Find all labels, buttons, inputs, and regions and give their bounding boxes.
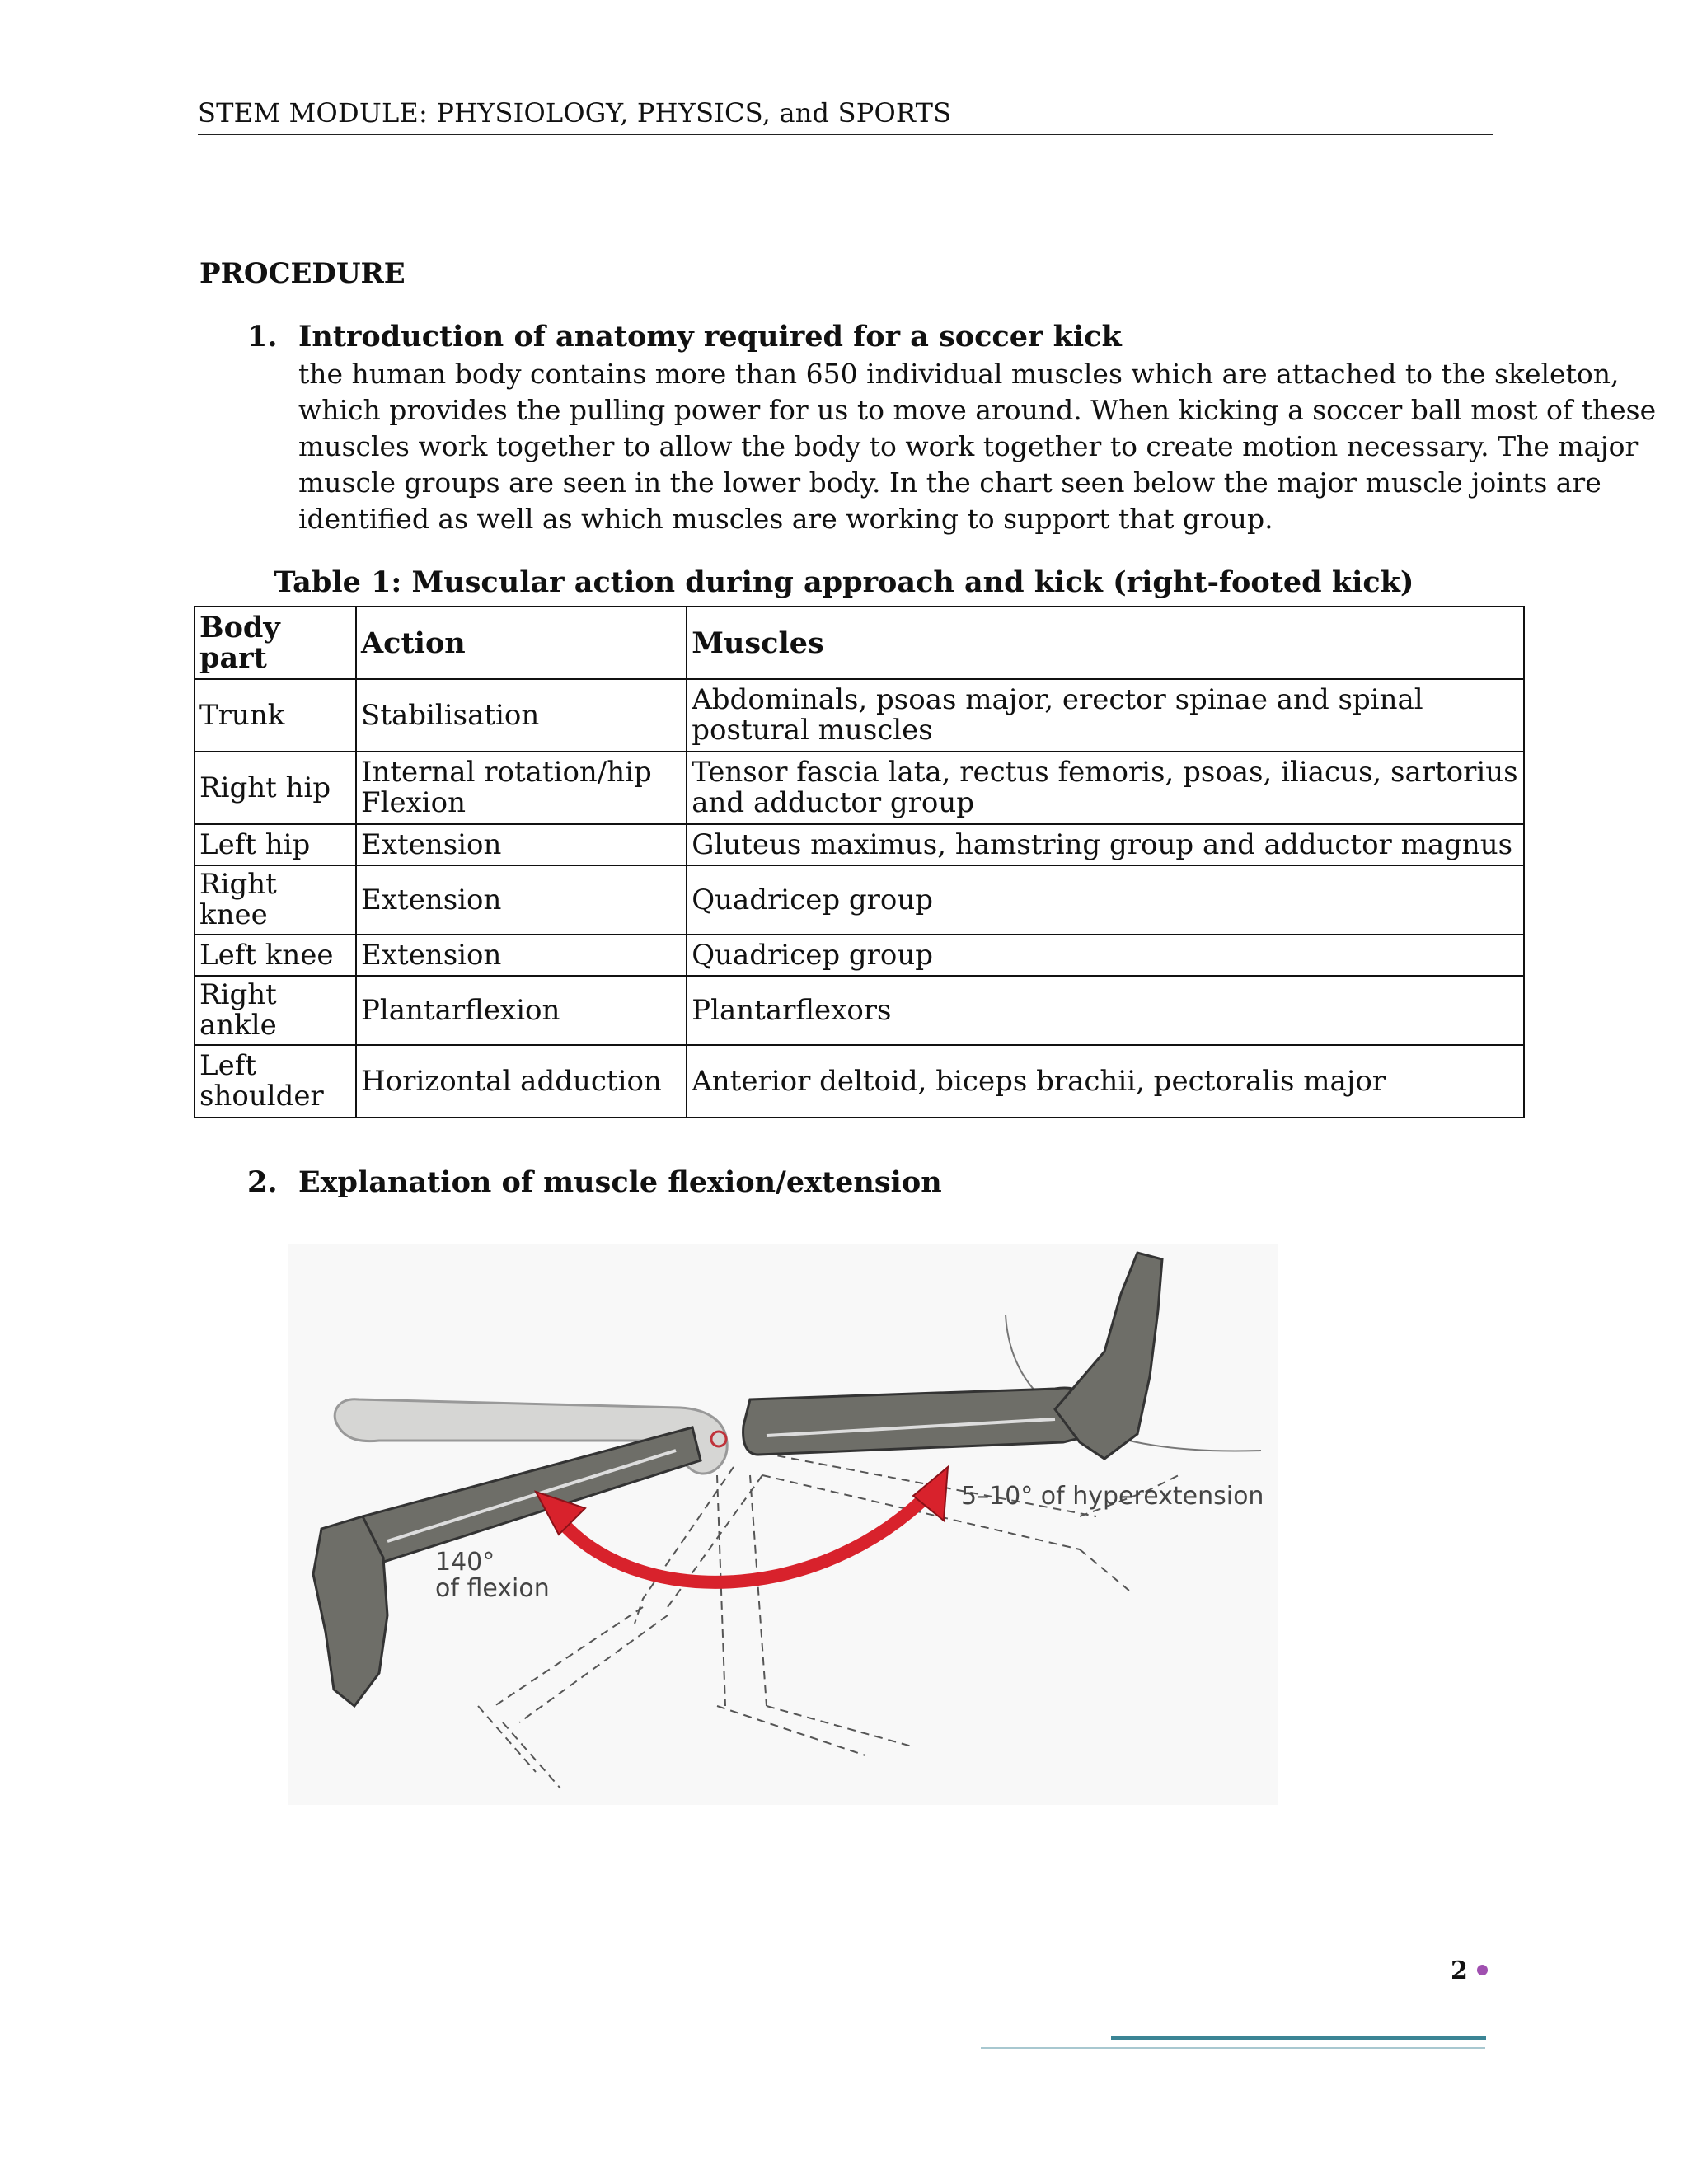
cell-body-part: Right knee — [195, 865, 356, 935]
cell-muscles: Abdominals, psoas major, erector spinae and spinal postural muscles — [687, 679, 1524, 752]
cell-body-part: Trunk — [195, 679, 356, 752]
flexed-foot — [313, 1516, 387, 1706]
procedure-title: PROCEDURE — [199, 257, 406, 290]
item1-heading-text: Introduction of anatomy required for a soccer kick — [298, 320, 1122, 354]
page-number: 2 — [1451, 1957, 1468, 1985]
paragraph-line: muscle groups are seen in the lower body. In the chart seen below the major muscle joints are — [298, 466, 1601, 499]
item1-number: 1. — [247, 320, 278, 354]
item2-number: 2. — [247, 1165, 278, 1199]
item1-heading — [247, 320, 1122, 354]
hyperextension-label: 5–10° of hyperextension — [961, 1482, 1264, 1511]
table-row — [195, 752, 1524, 824]
table-row — [195, 1045, 1524, 1118]
cell-muscles: Quadricep group — [687, 865, 1524, 935]
paragraph-line: identified as well as which muscles are working to support that group. — [298, 503, 1273, 535]
cell-body-part: Left knee — [195, 935, 356, 976]
knee-flexion-extension-figure — [288, 1244, 1278, 1805]
flexion-degrees: 140° — [435, 1548, 495, 1577]
cell-muscles: Gluteus maximus, hamstring group and adductor magnus — [687, 824, 1524, 865]
table-row — [195, 865, 1524, 935]
table-caption: Table 1: Muscular action during approach and kick (right-footed kick) — [274, 565, 1414, 599]
table-row — [195, 976, 1524, 1045]
flexed-fibula-gap — [387, 1451, 676, 1541]
table-row — [195, 824, 1524, 865]
item2-heading — [247, 1165, 942, 1199]
cell-body-part: Left hip — [195, 824, 356, 865]
cell-body-part: Right hip — [195, 752, 356, 824]
cell-action: Extension — [356, 865, 687, 935]
page-dot-icon — [1477, 1965, 1488, 1975]
paragraph-line: muscles work together to allow the body to work together to create motion necessary. The major — [298, 430, 1639, 462]
cell-muscles: Anterior deltoid, biceps brachii, pectoralis major — [687, 1045, 1524, 1118]
flexed-lower-leg — [338, 1427, 701, 1566]
cell-body-part: Left shoulder — [195, 1045, 356, 1118]
item1-paragraph — [298, 356, 1657, 537]
running-header: STEM MODULE: PHYSIOLOGY, PHYSICS, and SPORTS — [198, 97, 1493, 135]
flexion-text: of flexion — [435, 1574, 550, 1603]
cell-action: Extension — [356, 824, 687, 865]
table-row — [195, 679, 1524, 752]
table-header-row — [195, 607, 1524, 679]
paragraph-line: which provides the pulling power for us to move around. When kicking a soccer ball most of these — [298, 394, 1657, 426]
item2-heading-text: Explanation of muscle flexion/extension — [298, 1165, 942, 1199]
cell-action: Horizontal adduction — [356, 1045, 687, 1118]
cell-action: Stabilisation — [356, 679, 687, 752]
footer-rule-thick — [1111, 2036, 1486, 2040]
header-muscles: Muscles — [687, 607, 1524, 679]
paragraph-line: the human body contains more than 650 individual muscles which are attached to the skeleton, — [298, 358, 1620, 390]
knee-diagram-svg — [288, 1244, 1278, 1805]
range-of-motion-arrow — [560, 1492, 931, 1582]
cell-action: Plantarflexion — [356, 976, 687, 1045]
muscle-action-table — [194, 606, 1525, 1118]
cell-muscles: Plantarflexors — [687, 976, 1524, 1045]
cell-action: Internal rotation/hip Flexion — [356, 752, 687, 824]
flexion-label — [435, 1549, 550, 1602]
extended-foot — [1055, 1253, 1162, 1459]
footer-rule-thin — [981, 2047, 1485, 2049]
header-body-part: Body part — [195, 607, 356, 679]
cell-muscles: Tensor fascia lata, rectus femoris, psoas, iliacus, sartorius and adductor group — [687, 752, 1524, 824]
cell-body-part: Right ankle — [195, 976, 356, 1045]
table-row — [195, 935, 1524, 976]
cell-action: Extension — [356, 935, 687, 976]
cell-muscles: Quadricep group — [687, 935, 1524, 976]
header-action: Action — [356, 607, 687, 679]
